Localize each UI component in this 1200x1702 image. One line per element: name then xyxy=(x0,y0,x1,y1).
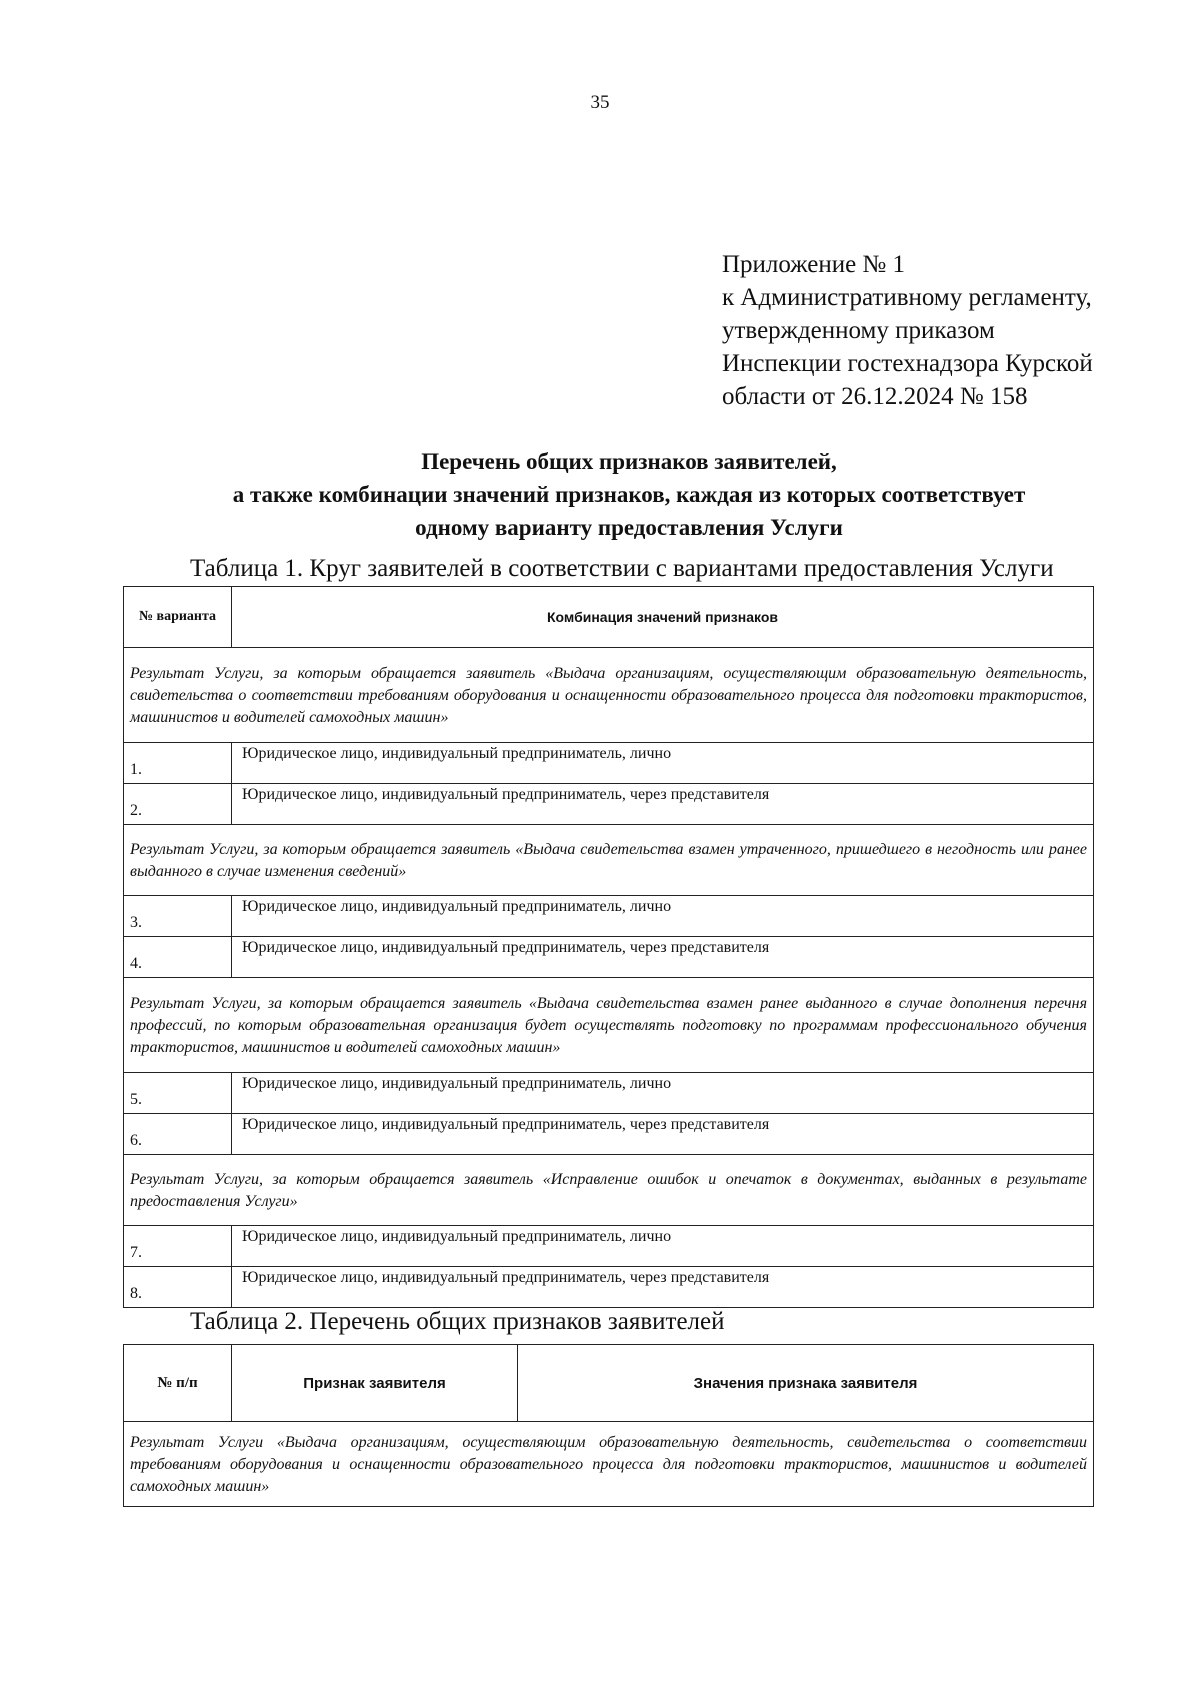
table2-caption: Таблица 2. Перечень общих признаков заявителей xyxy=(190,1308,725,1335)
page-number: 35 xyxy=(590,92,610,113)
variant-number: 5. xyxy=(124,1073,232,1114)
variant-description: Юридическое лицо, индивидуальный предприниматель, лично xyxy=(232,743,1094,784)
result-text: Результат Услуги, за которым обращается заявитель «Исправление ошибок и опечаток в документах, выданных в результате предоставления Услуги» xyxy=(124,1155,1094,1226)
table2-header-row xyxy=(124,1345,1094,1422)
result-row xyxy=(124,1155,1094,1226)
table1 xyxy=(123,586,1094,1308)
result-row xyxy=(124,1422,1094,1507)
title-line: Перечень общих признаков заявителей, xyxy=(421,449,837,474)
table-row xyxy=(124,784,1094,825)
title-line: одному варианту предоставления Услуги xyxy=(415,515,843,540)
header-variant-number: № варианта xyxy=(124,587,232,648)
result-text: Результат Услуги, за которым обращается заявитель «Выдача организациям, осуществляющим образовательную деятельность, свидетельства о соответствии требованиям оборудования и оснащенности образовательного процесса для подготовки трактористов, машинистов и водителей самоходных машин» xyxy=(124,648,1094,743)
table-row xyxy=(124,896,1094,937)
variant-description: Юридическое лицо, индивидуальный предприниматель, через представителя xyxy=(232,1267,1094,1308)
table-row xyxy=(124,937,1094,978)
variant-description: Юридическое лицо, индивидуальный предприниматель, лично xyxy=(232,1073,1094,1114)
table-row xyxy=(124,1226,1094,1267)
appendix-line: утвержденному приказом xyxy=(722,317,995,344)
result-row xyxy=(124,648,1094,743)
result-text: Результат Услуги «Выдача организациям, осуществляющим образовательную деятельность, свидетельства о соответствии требованиям оборудования и оснащенности образовательного процесса для подготовки трактористов, машинистов и водителей самоходных машин» xyxy=(124,1422,1094,1507)
variant-description: Юридическое лицо, индивидуальный предприниматель, лично xyxy=(232,896,1094,937)
appendix-line: Инспекции гостехнадзора Курской xyxy=(722,350,1093,377)
result-text: Результат Услуги, за которым обращается заявитель «Выдача свидетельства взамен ранее выданного в случае дополнения перечня профессий, по которым образовательная организация будет осуществлять подготовку по программам профессионального обучения трактористов, машинистов и водителей самоходных машин» xyxy=(124,978,1094,1073)
table-row xyxy=(124,1073,1094,1114)
table-row xyxy=(124,1114,1094,1155)
table1-caption: Таблица 1. Круг заявителей в соответствии с вариантами предоставления Услуги xyxy=(190,555,1054,582)
variant-number: 3. xyxy=(124,896,232,937)
variant-number: 6. xyxy=(124,1114,232,1155)
variant-number: 4. xyxy=(124,937,232,978)
header-item-number: № п/п xyxy=(124,1345,232,1422)
header-attribute-values: Значения признака заявителя xyxy=(518,1345,1094,1422)
variant-number: 2. xyxy=(124,784,232,825)
table2 xyxy=(123,1344,1094,1507)
appendix-line: области от 26.12.2024 № 158 xyxy=(722,383,1028,410)
table-row xyxy=(124,743,1094,784)
result-text: Результат Услуги, за которым обращается заявитель «Выдача свидетельства взамен утраченного, пришедшего в негодность или ранее выданного в случае изменения сведений» xyxy=(124,825,1094,896)
variant-description: Юридическое лицо, индивидуальный предприниматель, через представителя xyxy=(232,1114,1094,1155)
variant-description: Юридическое лицо, индивидуальный предприниматель, через представителя xyxy=(232,784,1094,825)
header-applicant-attribute: Признак заявителя xyxy=(232,1345,518,1422)
document-title xyxy=(0,445,1200,544)
result-row xyxy=(124,978,1094,1073)
table1-header-row xyxy=(124,587,1094,648)
appendix-line: к Административному регламенту, xyxy=(722,284,1092,311)
header-combination: Комбинация значений признаков xyxy=(232,587,1094,648)
variant-number: 1. xyxy=(124,743,232,784)
variant-description: Юридическое лицо, индивидуальный предприниматель, через представителя xyxy=(232,937,1094,978)
appendix-block xyxy=(722,248,1152,413)
result-row xyxy=(124,825,1094,896)
variant-description: Юридическое лицо, индивидуальный предприниматель, лично xyxy=(232,1226,1094,1267)
variant-number: 7. xyxy=(124,1226,232,1267)
appendix-line: Приложение № 1 xyxy=(722,251,906,278)
title-line: а также комбинации значений признаков, каждая из которых соответствует xyxy=(232,482,1026,507)
variant-number: 8. xyxy=(124,1267,232,1308)
table-row xyxy=(124,1267,1094,1308)
